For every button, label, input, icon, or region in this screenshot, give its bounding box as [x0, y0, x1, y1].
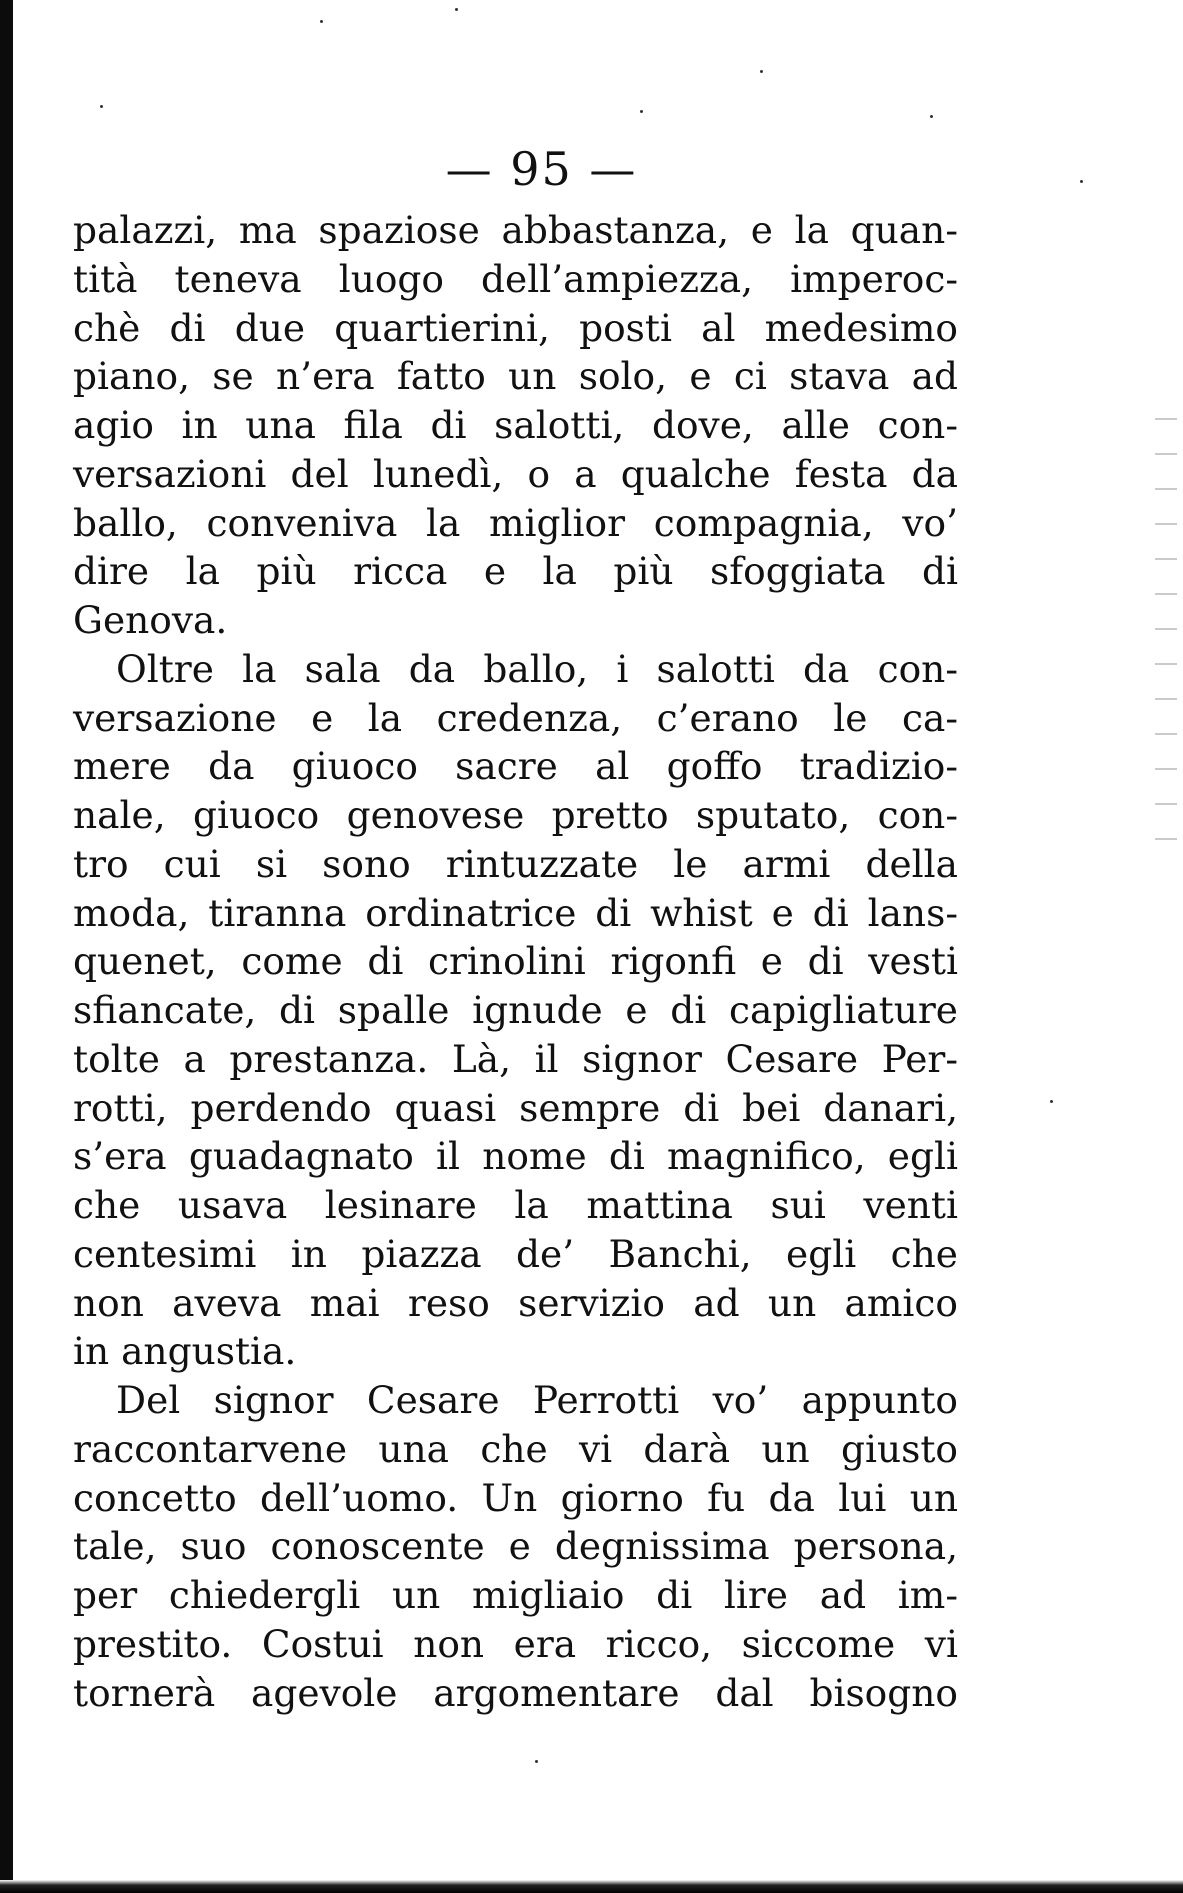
text-line: centesimi in piazza de’ Banchi, egli che: [73, 1231, 958, 1276]
speckle: [640, 110, 643, 113]
text-line: non aveva mai reso servizio ad un amico: [73, 1280, 958, 1325]
text-line: agio in una fila di salotti, dove, alle con-: [73, 403, 958, 447]
text-line: raccontarvene una che vi darà un giusto: [73, 1426, 958, 1471]
paragraph: [73, 206, 958, 645]
speckle: [930, 115, 933, 118]
text-line: piano, se n’era fatto un solo, e ci stava ad: [73, 354, 958, 399]
speckle: [760, 70, 763, 73]
paragraph: [73, 645, 958, 1376]
text-line: Oltre la sala da ballo, i salotti da con-: [116, 646, 958, 691]
text-line: versazioni del lunedì, o a qualche festa da: [73, 451, 958, 496]
text-line: concetto dell’uomo. Un giorno fu da lui un: [73, 1475, 958, 1520]
paragraph: [73, 1376, 958, 1717]
text-line: tità teneva luogo dell’ampiezza, imperoc-: [73, 256, 958, 301]
text-line: tro cui si sono rintuzzate le armi della: [73, 841, 958, 886]
text-line: ballo, conveniva la miglior compagnia, vo’: [73, 500, 958, 545]
text-line: moda, tiranna ordinatrice di whist e di lans-: [73, 890, 958, 935]
text-line: prestito. Costui non era ricco, siccome vi: [73, 1621, 958, 1666]
text-line: dire la più ricca e la più sfoggiata di: [73, 549, 958, 594]
text-line: quenet, come di crinolini rigonfi e di vesti: [73, 939, 958, 984]
text-line: mere da giuoco sacre al goffo tradizio-: [73, 744, 958, 789]
text-line: chè di due quartierini, posti al medesimo: [73, 305, 958, 350]
text-line: versazione e la credenza, c’erano le ca-: [73, 695, 958, 740]
text-line: Genova.: [73, 598, 228, 642]
text-line: che usava lesinare la mattina sui venti: [73, 1183, 958, 1227]
text-line: palazzi, ma spaziose abbastanza, e la quan-: [73, 208, 958, 252]
text-line: s’era guadagnato il nome di magnifico, egli: [73, 1134, 958, 1179]
text-line: tolte a prestanza. Là, il signor Cesare Per-: [73, 1036, 958, 1081]
text-line: tale, suo conoscente e degnissima persona,: [73, 1524, 958, 1569]
speckle: [320, 20, 323, 23]
page-text: [73, 206, 958, 1717]
speckle: [100, 105, 103, 108]
speckle: [455, 8, 458, 11]
page-binding-edge: [0, 0, 13, 1893]
page-bottom-edge: [0, 1880, 1183, 1893]
text-line: tornerà agevole argomentare dal bisogno: [73, 1670, 958, 1715]
page-number: — 95 —: [445, 142, 638, 196]
speckle: [1050, 1100, 1053, 1103]
speckle: [535, 1760, 538, 1763]
scan-artifact: [1155, 400, 1177, 840]
text-line: in angustia.: [73, 1329, 297, 1374]
text-line: sfiancate, di spalle ignude e di capigliature: [73, 988, 958, 1032]
text-line: Del signor Cesare Perrotti vo’ appunto: [116, 1378, 958, 1422]
text-line: rotti, perdendo quasi sempre di bei danari,: [73, 1085, 958, 1130]
text-line: nale, giuoco genovese pretto sputato, con-: [73, 793, 958, 837]
text-line: per chiedergli un migliaio di lire ad im-: [73, 1573, 958, 1617]
